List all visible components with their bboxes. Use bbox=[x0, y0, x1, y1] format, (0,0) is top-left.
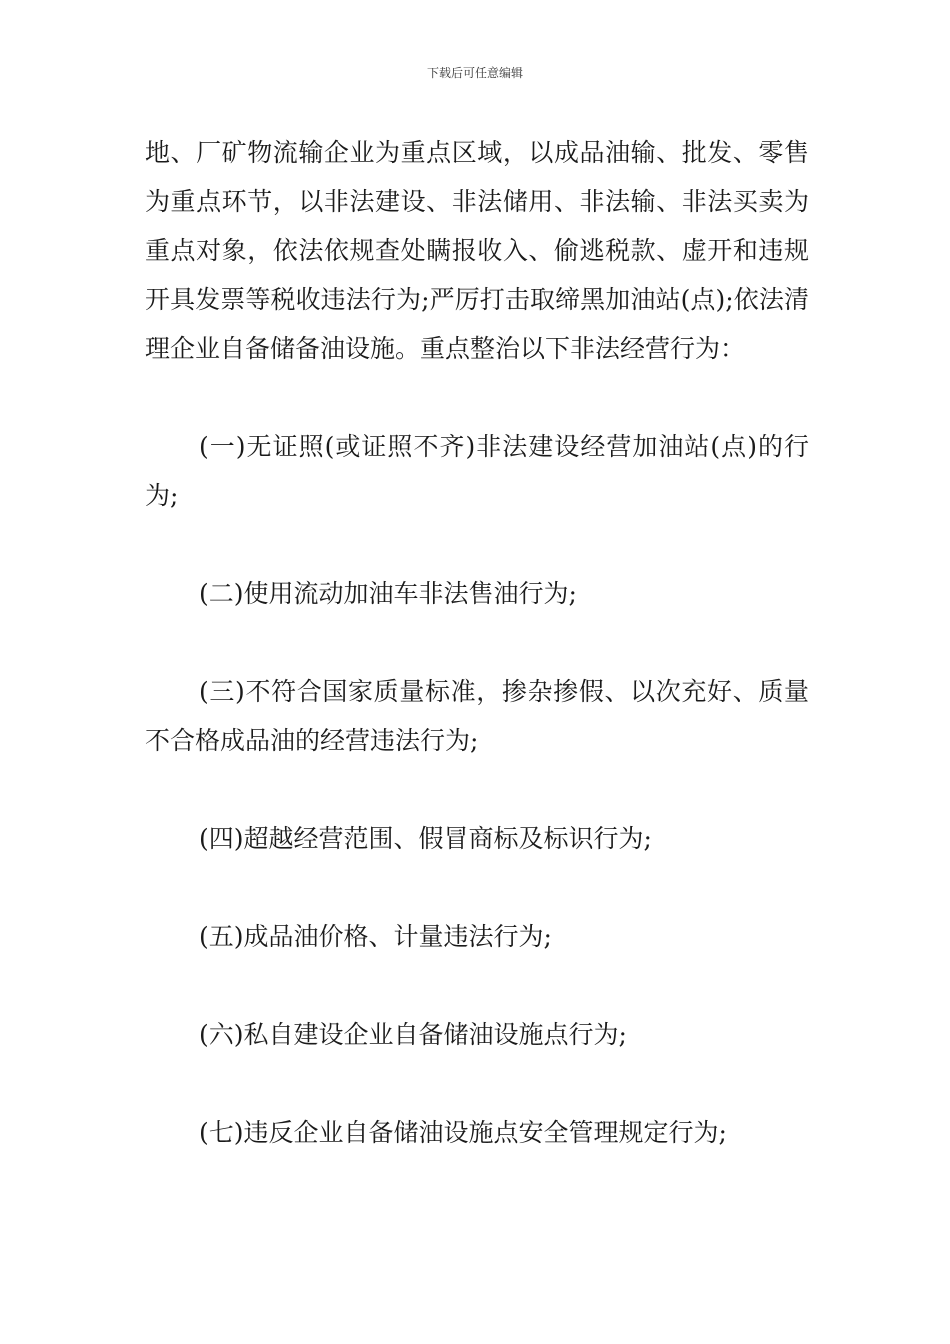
list-item: (四)超越经营范围、假冒商标及标识行为; bbox=[199, 824, 652, 853]
list-item: (一)无证照(或证照不齐)非法建设经营加油站(点)的行为; bbox=[145, 432, 809, 510]
document-body bbox=[145, 128, 809, 1157]
list-item: (三)不符合国家质量标准，掺杂掺假、以次充好、质量不合格成品油的经营违法行为; bbox=[145, 677, 809, 755]
page-header: 下载后可任意编辑 bbox=[426, 66, 523, 80]
list-item: (二)使用流动加油车非法售油行为; bbox=[199, 579, 577, 608]
list-item: (七)违反企业自备储油设施点安全管理规定行为; bbox=[199, 1118, 727, 1147]
list-item: (六)私自建设企业自备储油设施点行为; bbox=[199, 1020, 627, 1049]
list-item: (五)成品油价格、计量违法行为; bbox=[199, 922, 552, 951]
intro-paragraph: 地、厂矿物流输企业为重点区域，以成品油输、批发、零售为重点环节，以非法建设、非法储用、非法输、非法买卖为重点对象，依法依规查处瞒报收入、偷逃税款、虚开和违规开具发票等税收违法行为;严厉打击取缔黑加油站(点);依法清理企业自备储备油设施。重点整治以下非法经营行为： bbox=[145, 138, 809, 363]
